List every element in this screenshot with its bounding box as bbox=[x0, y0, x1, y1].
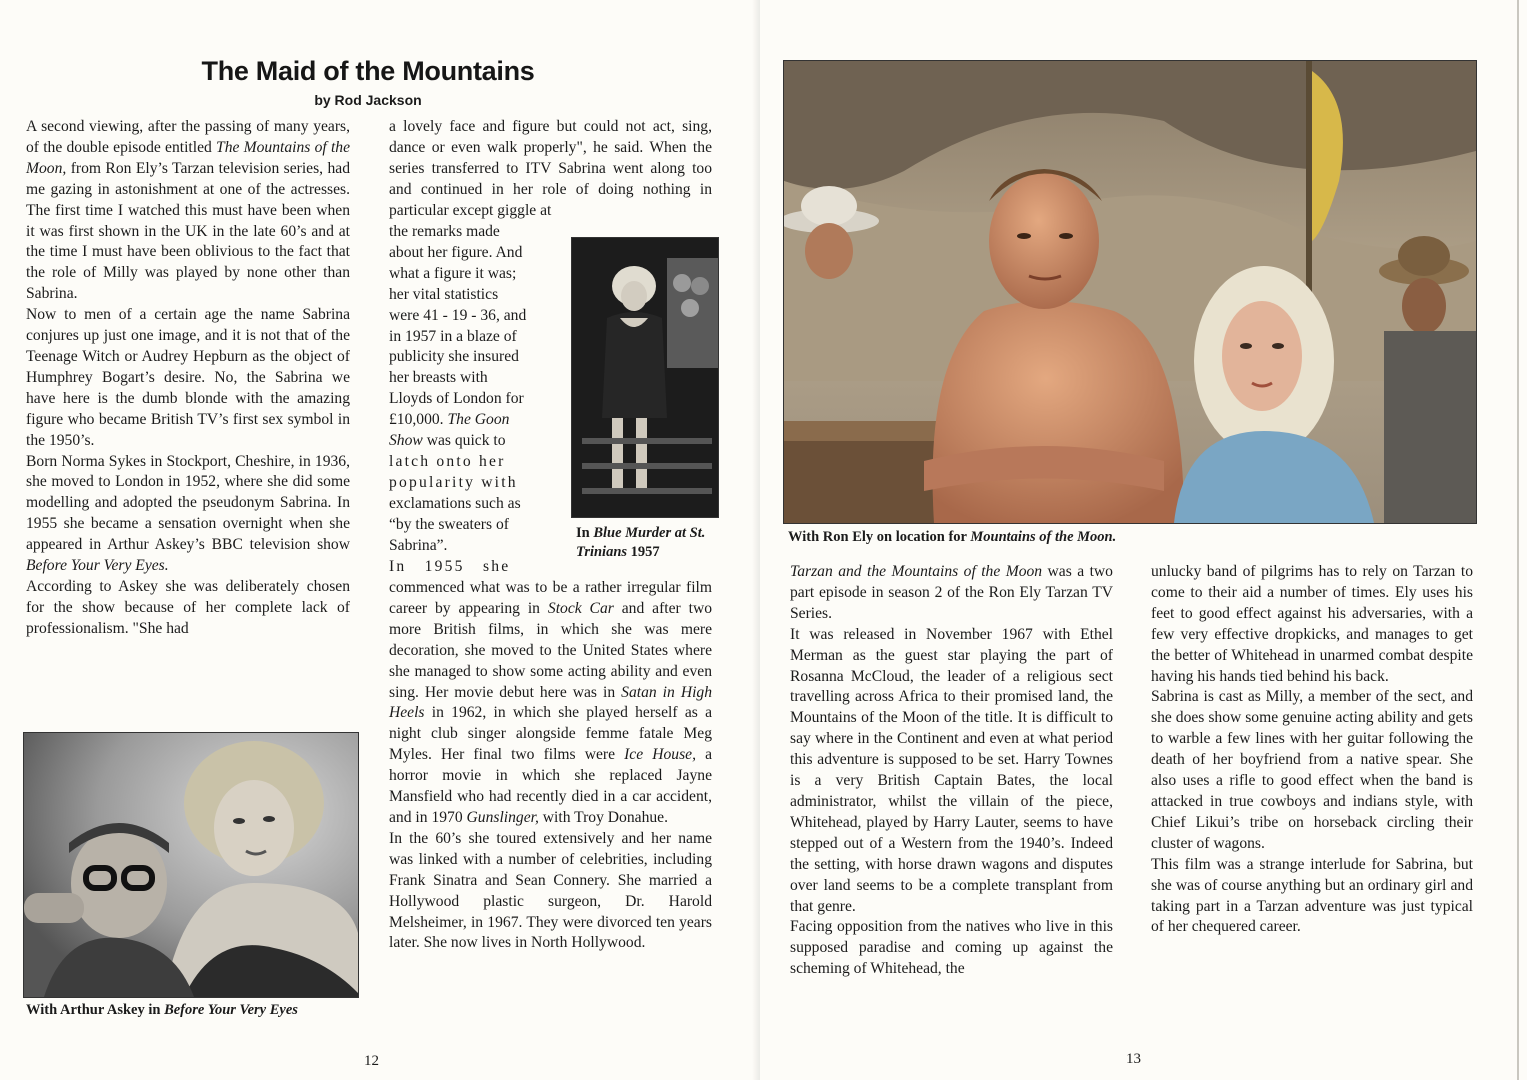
left-column-2-narrow: the remarks made about her figure. And what a figure it was; her vital statistics were 41 - 19 - 36, and in 1957 in a blaze of publicity she insured her breasts with Lloyds of London for £10,000. The Goon Show was quick to latch onto her popularity with exclamations such as “by the sweaters of Sabrina”. In 1955 she bbox=[389, 223, 527, 575]
ron-ely-photo-image bbox=[784, 61, 1476, 523]
paragraph: Now to men of a certain age the name Sabrina conjures up just one image, and it is not that of the Teenage Witch or Audrey Hepburn as the object of Humphrey Bogart’s desire. No, the Sabrina we have here is the dumb blonde with the amazing figure who became British TV’s first sex symbol in the 1950’s. bbox=[26, 306, 350, 449]
left-page bbox=[0, 0, 760, 1080]
paragraph: It was released in November 1967 with Ethel Merman as the guest star playing the part of Rosanna McCloud, the leader of a religious sect travelling across Africa to their promised land, the Mountains of the Moon of the title. It is difficult to say where in the Continent and even at what period this adventure is supposed to be set. Harry Townes is a very British Captain Bates, the local administrator, whilst the villain of the piece, Whitehead, played by Harry Lauter, seems to have stepped out of a Western from the 1940’s. Indeed the setting, with horse drawn wagons and disputes over land seems to be a complete transplant from that genre. bbox=[790, 625, 1113, 915]
page-number-left: 12 bbox=[364, 1053, 379, 1069]
caption-trinians: In Blue Murder at St. Trinians 1957 bbox=[576, 525, 706, 560]
paragraph: Facing opposition from the natives who live in this supposed paradise and coming up against the scheming of Whitehead, the bbox=[790, 918, 1113, 978]
left-column-2-lower bbox=[389, 578, 712, 954]
caption-askey: With Arthur Askey in Before Your Very Eyes bbox=[26, 1002, 298, 1018]
right-column-2 bbox=[1151, 562, 1473, 938]
paragraph: In the 60’s she toured extensively and her name was linked with a number of celebrities, including Frank Sinatra and Sean Connery. She married a Hollywood plastic surgeon, Dr. Harold Melsheimer, in 1967. They were divorced ten years later. She now lives in North Hollywood. bbox=[389, 829, 712, 952]
photo-blue-murder bbox=[571, 237, 719, 518]
right-column-1 bbox=[790, 562, 1113, 980]
photo-ron-ely bbox=[783, 60, 1477, 524]
photo-arthur-askey bbox=[23, 732, 359, 998]
paragraph: unlucky band of pilgrims has to rely on Tarzan to come to their aid a number of times. Ely uses his feet to good effect against his adversaries, with a few very effective dropkicks, and manages to get the better of Whitehead in unarmed combat despite having his hands tied behind his back. bbox=[1151, 563, 1473, 685]
paragraph: A second viewing, after the passing of many years, of the double episode entitled The Mountains of the Moon, from Ron Ely’s Tarzan television series, had me gazing in astonishment at one of the actresses. The first time I watched this must have been when it was first shown in the UK in the late 60’s and at the time I must have been oblivious to the fact that the role of Milly was played by none other than Sabrina. bbox=[26, 118, 350, 303]
right-page bbox=[760, 0, 1527, 1080]
page-edge bbox=[1517, 0, 1519, 1080]
paragraph: This film was a strange interlude for Sabrina, but she was of course anything but an ordinary girl and taking part in a Tarzan adventure was just typical of her chequered career. bbox=[1151, 855, 1473, 936]
paragraph: a lovely face and figure but could not act, sing, dance or even walk properly", he said. When the series transferred to ITV Sabrina went along too and continued in her role of doing nothing in particular except giggle at bbox=[389, 118, 712, 219]
paragraph: Tarzan and the Mountains of the Moon was a two part episode in season 2 of the Ron Ely Tarzan TV Series. bbox=[790, 563, 1113, 622]
left-column-2 bbox=[389, 117, 712, 222]
left-column-1 bbox=[26, 117, 350, 640]
article-byline: by Rod Jackson bbox=[314, 92, 422, 108]
paragraph: Sabrina is cast as Milly, a member of the sect, and she does show some genuine acting ability and gets to warble a few lines with her guitar following the death of her boyfriend from a native spear. She also uses a rifle to good effect when the band is attacked in true cowboys and indians style, with Chief Likui’s tribe on horseback circling their cluster of wagons. bbox=[1151, 688, 1473, 852]
trinians-photo-image bbox=[572, 238, 718, 517]
paragraph: According to Askey she was deliberately chosen for the show because of her complete lack of professionalism. "She had bbox=[26, 577, 350, 637]
paragraph: Born Norma Sykes in Stockport, Cheshire, in 1936, she moved to London in 1952, where she did some modelling and adopted the pseudonym Sabrina. In 1955 she became a sensation overnight when she appeared in Arthur Askey’s BBC television show Before Your Very Eyes. bbox=[26, 452, 350, 575]
askey-photo-image bbox=[24, 733, 358, 997]
page-number-right: 13 bbox=[1126, 1051, 1141, 1067]
paragraph: commenced what was to be a rather irregular film career by appearing in Stock Car and after two more British films, in which she was mere decoration, she moved to the United States where she managed to show some acting ability and even sing. Her movie debut here was in Satan in High Heels in 1962, in which she played herself as a night club singer alongside femme fatale Meg Myles. Her final two films were Ice House, a horror movie in which she replaced Jayne Mansfield who had recently died in a car accident, and in 1970 Gunslinger, with Troy Donahue. bbox=[389, 579, 713, 826]
article-title: The Maid of the Mountains bbox=[201, 56, 535, 86]
caption-ron-ely: With Ron Ely on location for Mountains of the Moon. bbox=[788, 529, 1117, 545]
